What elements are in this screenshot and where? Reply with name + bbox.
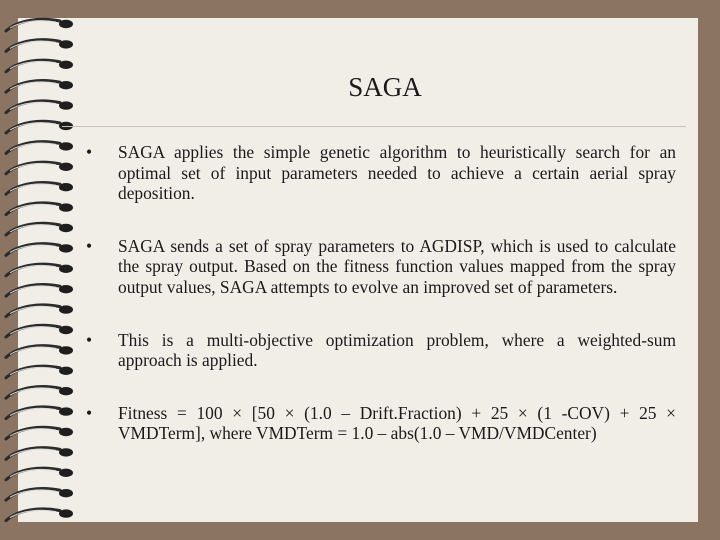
- bullet-text: Fitness = 100 × [50 × (1.0 – Drift.Fraction) + 25 × (1 -COV) + 25 × VMDTerm], where VMDTerm = 1.0 – abs(1.0 – VMD/VMDCenter): [118, 402, 676, 444]
- bullet-dot-icon: •: [86, 329, 93, 350]
- bullet-list: [86, 142, 676, 476]
- title-divider: [62, 126, 686, 127]
- bullet-item: [86, 403, 676, 444]
- bullet-item: [86, 142, 676, 204]
- bullet-dot-icon: •: [86, 235, 93, 256]
- bullet-item: [86, 236, 676, 298]
- bullet-dot-icon: •: [86, 142, 93, 162]
- bullet-text: SAGA sends a set of spray parameters to AGDISP, which is used to calculate the spray output. Based on the fitness function values mapped from the spray output values, SAGA attempts to evolve an improved set of parameters.: [118, 235, 676, 297]
- slide-title: SAGA: [348, 72, 422, 102]
- bullet-dot-icon: •: [86, 402, 93, 423]
- bullet-text: This is a multi-objective optimization problem, where a weighted-sum approach is applied.: [118, 329, 676, 371]
- bullet-text: SAGA applies the simple genetic algorithm to heuristically search for an optimal set of input parameters needed to achieve a certain aerial spray deposition.: [118, 142, 676, 204]
- bullet-item: [86, 330, 676, 371]
